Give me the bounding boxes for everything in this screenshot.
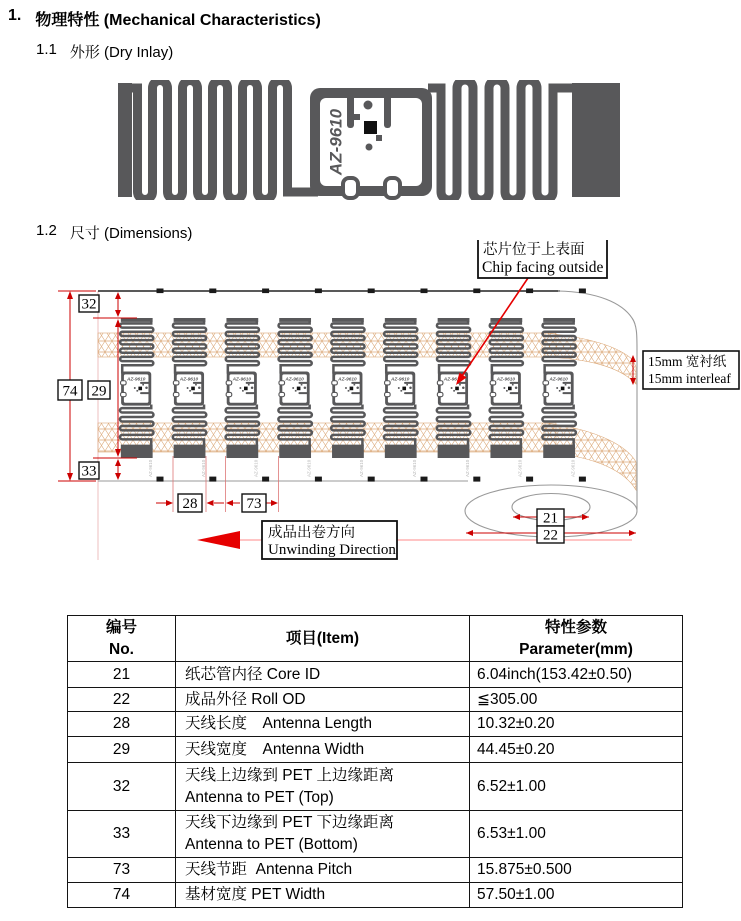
cell-item — [176, 883, 470, 908]
inlay-antenna-drawing — [118, 80, 620, 200]
cell-parameter — [470, 811, 683, 858]
dim-label-29 — [88, 381, 110, 400]
item-line-1: 天线宽度 Antenna Width — [185, 740, 365, 758]
dim-label-21 — [537, 509, 564, 527]
cell-parameter — [470, 688, 683, 712]
registration-mark-bottom — [579, 477, 586, 482]
registration-mark-top — [473, 289, 480, 294]
cell-item — [176, 811, 470, 858]
svg-text:Chip facing outside: Chip facing outside — [482, 259, 604, 276]
tiny-part-label: AZ-9610 — [464, 459, 470, 477]
header-item: 项目(Item) — [176, 616, 470, 662]
registration-mark-top — [157, 289, 164, 294]
registration-mark-top — [421, 289, 428, 294]
cell-no: 22 — [68, 688, 176, 712]
unwinding-label — [262, 521, 397, 559]
registration-mark-bottom — [262, 477, 269, 482]
subsection-number: 1.1 — [36, 41, 57, 58]
table-row — [68, 883, 683, 908]
tiny-part-label: AZ-9610 — [200, 459, 206, 477]
svg-text:29: 29 — [91, 383, 107, 400]
unwinding-arrowhead — [197, 531, 240, 549]
item-line-2: Antenna to PET (Top) — [185, 788, 334, 806]
tiny-part-label: AZ-9610 — [570, 459, 576, 477]
parameter-value: ≦305.00 — [477, 690, 538, 708]
tiny-part-label: AZ-9610 — [306, 459, 312, 477]
registration-mark-bottom — [209, 477, 216, 482]
registration-mark-bottom — [421, 477, 428, 482]
cell-parameter — [470, 858, 683, 883]
interleaf-label — [643, 351, 739, 389]
svg-text:Unwinding Direction: Unwinding Direction — [268, 542, 396, 558]
dim-label-33 — [79, 462, 99, 480]
table-row — [68, 737, 683, 763]
svg-text:73: 73 — [246, 496, 262, 512]
right-meander-trace — [428, 80, 576, 200]
svg-text:15mm 宽衬纸: 15mm 宽衬纸 — [648, 354, 727, 369]
dim-label-73 — [242, 494, 266, 512]
tiny-part-label: AZ-9610 — [359, 459, 365, 477]
cell-no: 74 — [68, 883, 176, 908]
cell-no: 28 — [68, 712, 176, 737]
cell-item — [176, 763, 470, 811]
spec-table-body — [68, 662, 683, 908]
svg-text:33: 33 — [81, 463, 97, 480]
dry-inlay-figure — [118, 80, 620, 200]
cell-parameter — [470, 763, 683, 811]
table-row — [68, 763, 683, 811]
table-row — [68, 858, 683, 883]
item-line-1: 天线下边缘到 PET 下边缘距离 — [185, 814, 394, 831]
table-row — [68, 662, 683, 688]
table-row — [68, 712, 683, 737]
section-heading — [8, 7, 321, 30]
dim-label-28 — [178, 494, 202, 512]
tiny-part-label: AZ-9610 — [253, 459, 259, 477]
cell-item — [176, 662, 470, 688]
registration-mark-top — [315, 289, 322, 294]
rfid-chip — [364, 121, 377, 134]
svg-text:15mm interleaf: 15mm interleaf — [648, 371, 731, 386]
cell-no: 33 — [68, 811, 176, 858]
svg-text:74: 74 — [62, 383, 78, 400]
dimensions-drawing — [0, 240, 741, 600]
spec-table — [67, 615, 683, 908]
tiny-part-label: AZ-9610 — [148, 459, 153, 477]
cell-no: 29 — [68, 737, 176, 763]
table-row — [68, 811, 683, 858]
registration-mark-bottom — [526, 477, 533, 482]
subsection-number: 1.2 — [36, 222, 57, 239]
table-row — [68, 688, 683, 712]
registration-mark-top — [579, 289, 586, 294]
item-line-1: 天线节距 Antenna Pitch — [185, 861, 353, 878]
section-title: 物理特性 (Mechanical Characteristics) — [35, 12, 321, 29]
dim-label-32 — [79, 295, 99, 313]
dim-label-22 — [537, 526, 564, 544]
svg-text:21: 21 — [543, 510, 558, 527]
header-no: 编号 No. — [68, 616, 176, 662]
registration-mark-top — [368, 289, 375, 294]
svg-text:32: 32 — [81, 296, 97, 313]
table-header-row — [68, 616, 683, 662]
registration-mark-bottom — [157, 477, 164, 482]
header-parameter: 特性参数 Parameter(mm) — [470, 616, 683, 662]
registration-mark-top — [526, 289, 533, 294]
registration-mark-bottom — [315, 477, 322, 482]
registration-mark-top — [262, 289, 269, 294]
parameter-value: 6.52±1.00 — [477, 777, 546, 795]
tiny-part-label: AZ-9610 — [412, 459, 417, 477]
tiny-part-label: AZ-9610 — [517, 459, 523, 477]
chip-callout — [478, 240, 607, 278]
chip-notch-left-wall — [347, 90, 354, 128]
parameter-value: 15.875±0.500 — [477, 861, 572, 878]
registration-mark-bottom — [368, 477, 375, 482]
svg-text:22: 22 — [543, 527, 558, 544]
registration-mark-bottom — [473, 477, 480, 482]
section-number: 1. — [8, 7, 22, 24]
item-line-1: 成品外径 Roll OD — [185, 690, 306, 708]
svg-text:成品出卷方向: 成品出卷方向 — [268, 525, 355, 541]
svg-text:芯片位于上表面: 芯片位于上表面 — [483, 242, 585, 258]
cell-no: 32 — [68, 763, 176, 811]
cell-item — [176, 737, 470, 763]
cell-no: 73 — [68, 858, 176, 883]
cell-parameter — [470, 737, 683, 763]
parameter-value: 57.50±1.00 — [477, 886, 555, 903]
cell-parameter — [470, 712, 683, 737]
subsection-dry-inlay-heading — [36, 41, 173, 62]
cell-no: 21 — [68, 662, 176, 688]
item-line-2: Antenna to PET (Bottom) — [185, 836, 358, 853]
cell-parameter — [470, 883, 683, 908]
cell-item — [176, 712, 470, 737]
item-line-1: 纸芯管内径 Core ID — [185, 665, 321, 683]
svg-text:28: 28 — [182, 496, 198, 512]
chip-notch-right-wall — [384, 90, 391, 128]
item-line-1: 天线上边缘到 PET 上边缘距离 — [185, 766, 394, 784]
parameter-value: 6.53±1.00 — [477, 825, 546, 842]
parameter-value: 6.04inch(153.42±0.50) — [477, 665, 633, 683]
item-line-1: 天线长度 Antenna Length — [185, 715, 372, 732]
cell-item — [176, 688, 470, 712]
subsection-title: 外形 (Dry Inlay) — [69, 44, 174, 61]
cell-item — [176, 858, 470, 883]
subsection-title: 尺寸 (Dimensions) — [69, 225, 193, 242]
left-meander-trace — [130, 81, 318, 200]
inlay-model-text: AZ-9610 — [326, 108, 346, 176]
alignment-dot-top — [364, 101, 373, 110]
parameter-value: 44.45±0.20 — [477, 740, 555, 758]
registration-mark-top — [209, 289, 216, 294]
parameter-value: 10.32±0.20 — [477, 715, 555, 732]
dim-label-74 — [58, 380, 82, 400]
alignment-dot-bottom — [366, 144, 373, 151]
cell-parameter — [470, 662, 683, 688]
item-line-1: 基材宽度 PET Width — [185, 886, 326, 903]
